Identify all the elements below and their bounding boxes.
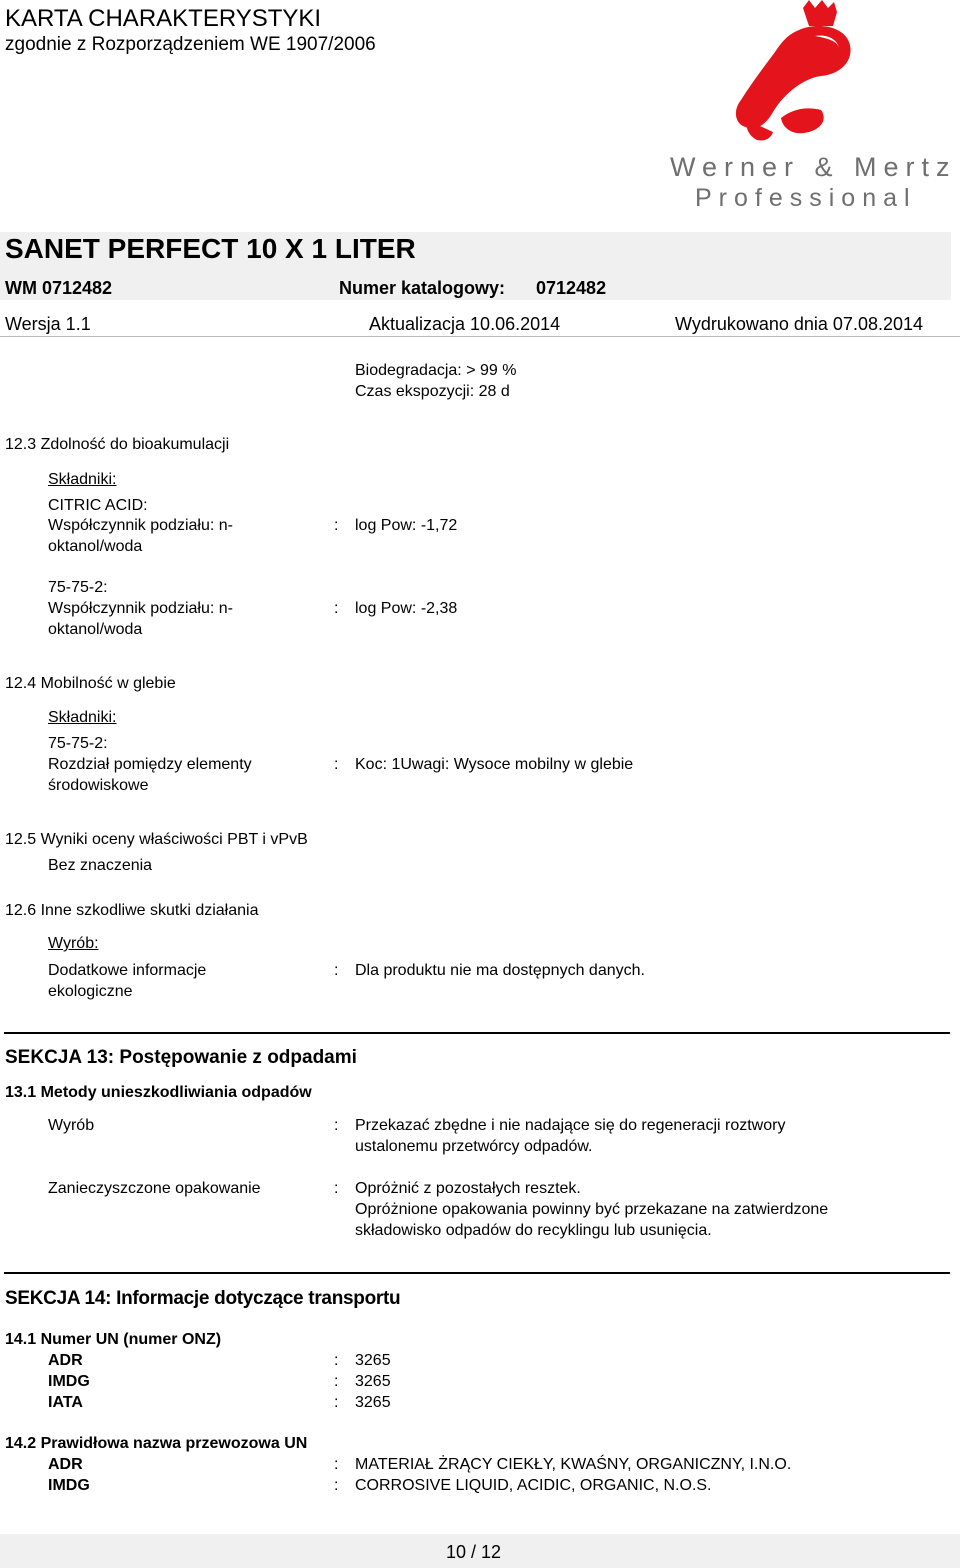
distribution-label-line2: środowiskowe: [48, 777, 149, 794]
eco-info-label-line1: Dodatkowe informacje: [48, 962, 207, 979]
section-13-1-heading: 13.1 Metody unieszkodliwiania odpadów: [5, 1084, 312, 1101]
shipping-name-value: CORROSIVE LIQUID, ACIDIC, ORGANIC, N.O.S.: [355, 1477, 712, 1494]
ingredient-name: 75-75-2:: [48, 735, 108, 752]
partition-label-line1: Współczynnik podziału: n-: [48, 517, 233, 534]
update-date: Aktualizacja 10.06.2014: [369, 314, 561, 334]
colon: :: [334, 600, 339, 617]
print-date: Wydrukowano dnia 07.08.2014: [675, 314, 924, 334]
shipping-name-label: ADR: [48, 1456, 83, 1473]
ingredients-label: Składniki:: [48, 709, 117, 726]
log-pow-value: log Pow: -1,72: [355, 517, 458, 534]
section-14-2-heading: 14.2 Prawidłowa nazwa przewozowa UN: [5, 1435, 308, 1452]
product-label: Wyrób:: [48, 935, 99, 952]
waste-product-text-line2: ustalonemu przetwórcy odpadów.: [355, 1138, 593, 1155]
catalog-number-label: Numer katalogowy:: [339, 278, 506, 298]
koc-value: Koc: 1Uwagi: Wysoce mobilny w glebie: [355, 756, 634, 773]
un-row-label: ADR: [48, 1352, 83, 1369]
ingredients-label: Składniki:: [48, 471, 117, 488]
un-row-label: IATA: [48, 1394, 83, 1411]
colon: :: [334, 1477, 339, 1494]
section-13-heading: SEKCJA 13: Postępowanie z odpadami: [5, 1047, 357, 1068]
shipping-name-value: MATERIAŁ ŻRĄCY CIEKŁY, KWAŚNY, ORGANICZNY, I.N.O.: [355, 1456, 792, 1473]
ingredient-name: CITRIC ACID:: [48, 497, 148, 514]
ingredient-name: 75-75-2:: [48, 579, 108, 596]
colon: :: [334, 1373, 339, 1390]
colon: :: [334, 1456, 339, 1473]
colon: :: [334, 756, 339, 773]
packaging-text-line2: Opróżnione opakowania powinny być przekazane na zatwierdzone: [355, 1201, 829, 1218]
un-number-value: 3265: [355, 1394, 391, 1411]
colon: :: [334, 1352, 339, 1369]
colon: :: [334, 1180, 339, 1197]
waste-product-label: Wyrób: [48, 1117, 95, 1134]
section-12-3-heading: 12.3 Zdolność do bioakumulacji: [5, 436, 230, 453]
document-title: KARTA CHARAKTERYSTYKI: [5, 5, 322, 32]
colon: :: [334, 1394, 339, 1411]
shipping-name-label: IMDG: [48, 1477, 90, 1494]
section-13-divider: [4, 1032, 950, 1034]
colon: :: [334, 517, 339, 534]
biodegradation-value: Biodegradacja: > 99 %: [355, 362, 517, 379]
exposure-time-value: Czas ekspozycji: 28 d: [355, 383, 510, 400]
un-number-value: 3265: [355, 1373, 391, 1390]
wm-code: WM 0712482: [5, 278, 113, 298]
eco-info-label-line2: ekologiczne: [48, 983, 133, 1000]
un-row-label: IMDG: [48, 1373, 90, 1390]
section-14-heading: SEKCJA 14: Informacje dotyczące transportu: [5, 1288, 401, 1309]
header-divider: [0, 336, 960, 337]
frog-logo-icon: [725, 0, 885, 150]
section-12-6-heading: 12.6 Inne szkodliwe skutki działania: [5, 902, 259, 919]
section-12-5-heading: 12.5 Wyniki oceny właściwości PBT i vPvB: [5, 831, 308, 848]
section-14-1-heading: 14.1 Numer UN (numer ONZ): [5, 1331, 222, 1348]
colon: :: [334, 1117, 339, 1134]
packaging-text-line1: Opróżnić z pozostałych resztek.: [355, 1180, 581, 1197]
logo-text-professional: Professional: [695, 184, 917, 212]
eco-info-value: Dla produktu nie ma dostępnych danych.: [355, 962, 645, 979]
logo-text-werner-mertz: Werner & Mertz: [670, 152, 957, 182]
section-12-4-heading: 12.4 Mobilność w glebie: [5, 675, 176, 692]
waste-product-text-line1: Przekazać zbędne i nie nadające się do regeneracji roztwory: [355, 1117, 786, 1134]
pbt-result: Bez znaczenia: [48, 857, 153, 874]
section-14-divider: [4, 1272, 950, 1274]
contaminated-packaging-label: Zanieczyszczone opakowanie: [48, 1180, 261, 1197]
partition-label-line1: Współczynnik podziału: n-: [48, 600, 233, 617]
un-number-value: 3265: [355, 1352, 391, 1369]
page-number: 10 / 12: [446, 1542, 502, 1562]
partition-label-line2: oktanol/woda: [48, 621, 143, 638]
version: Wersja 1.1: [5, 314, 91, 334]
colon: :: [334, 962, 339, 979]
catalog-number: 0712482: [536, 278, 607, 298]
log-pow-value: log Pow: -2,38: [355, 600, 458, 617]
partition-label-line2: oktanol/woda: [48, 538, 143, 555]
distribution-label-line1: Rozdział pomiędzy elementy: [48, 756, 252, 773]
product-name: SANET PERFECT 10 X 1 LITER: [5, 233, 416, 264]
regulation-subtitle: zgodnie z Rozporządzeniem WE 1907/2006: [5, 34, 376, 55]
packaging-text-line3: składowisko odpadów do recyklingu lub usunięcia.: [355, 1222, 712, 1239]
